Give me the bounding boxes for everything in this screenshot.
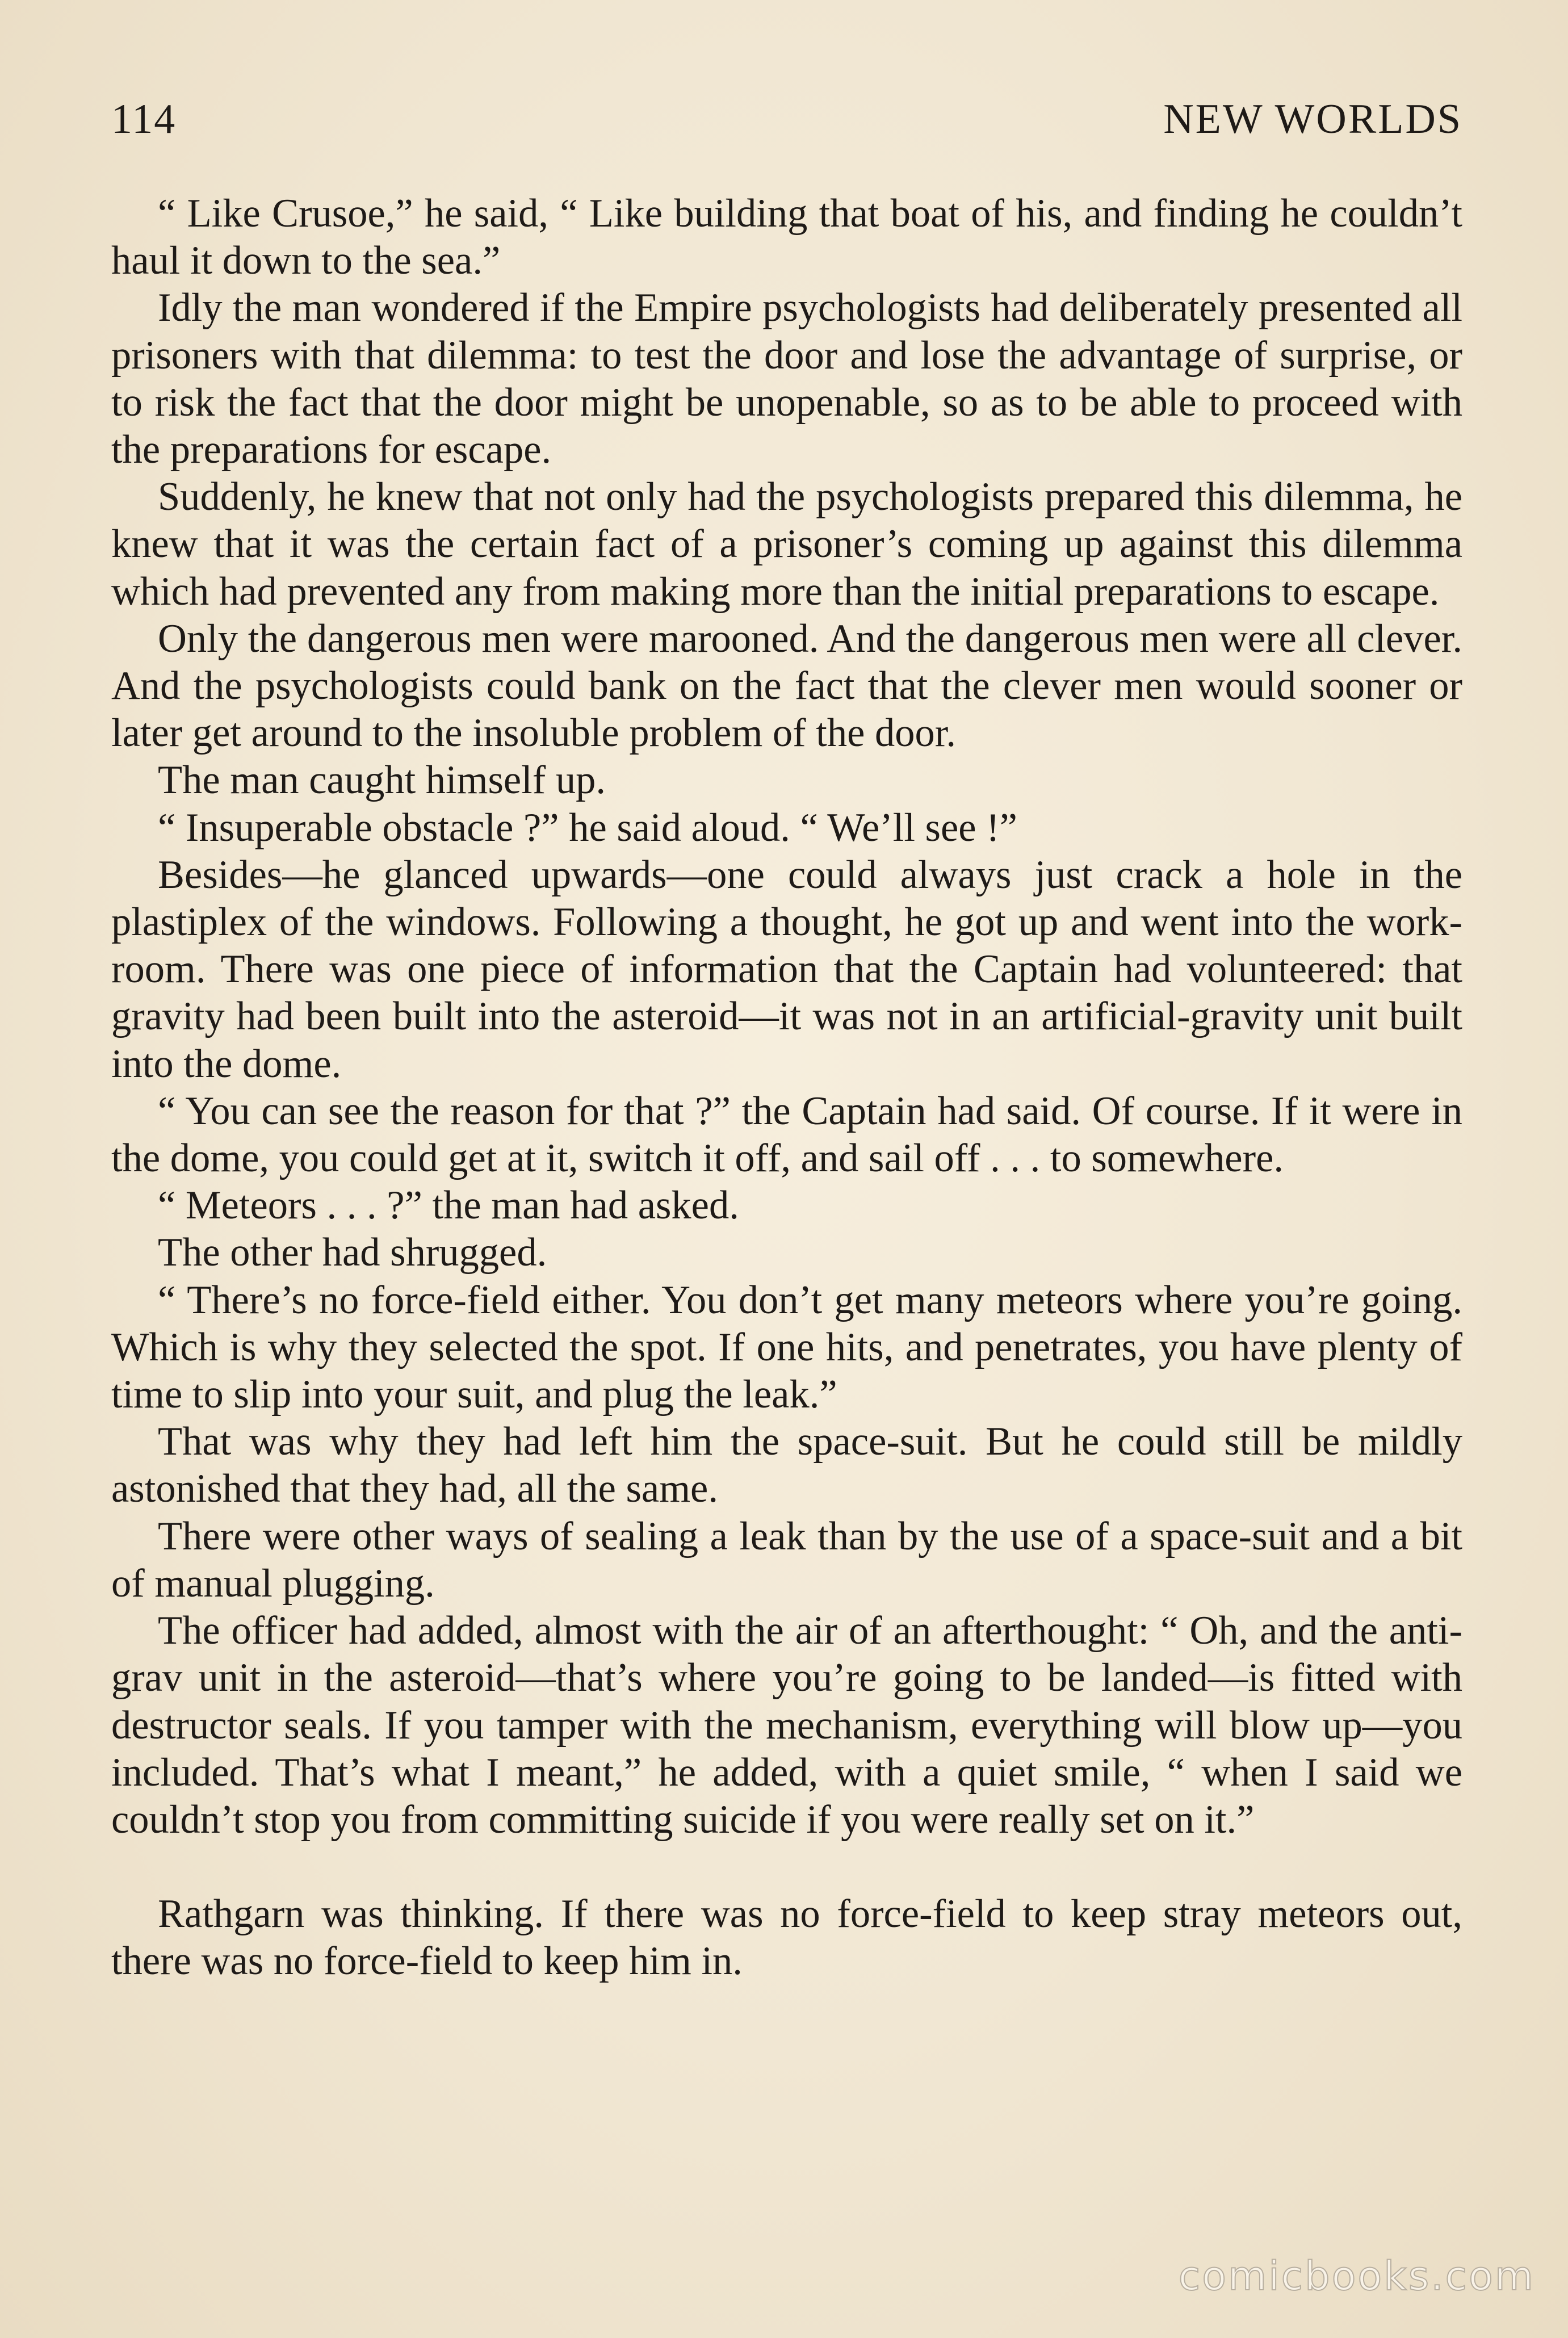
paragraph: “ Like Crusoe,” he said, “ Like building that boat of his, and finding he couldn’t haul it down to the sea.” xyxy=(111,191,1462,283)
paragraph: Besides—he glanced upwards—one could always just crack a hole in the plastiplex of the windows. Following a thought, he got up and went into the work-room. There was one piece of information that the Captain had volunteered: that gravity had been built into the asteroid—it was not in an artificial-gravity unit built into the dome. xyxy=(111,852,1462,1086)
paragraph: There were other ways of sealing a leak than by the use of a space-suit and a bit of manual plugging. xyxy=(111,1514,1462,1606)
paragraph: The man caught himself up. xyxy=(158,758,606,803)
paragraph: The other had shrugged. xyxy=(158,1230,547,1275)
paragraph: Suddenly, he knew that not only had the psychologists prepared this dilemma, he knew that it was the certain fact of a prisoner’s coming up against this dilemma which had prevented any from making more than the initial preparations to escape. xyxy=(111,475,1462,614)
paragraph: Only the dangerous men were marooned. And the dangerous men were all clever. And the psychologists could bank on the fact that the clever men would sooner or later get around to the insoluble problem of the door. xyxy=(111,616,1462,756)
running-head: NEW WORLDS xyxy=(1163,96,1462,143)
watermark: comicbooks.com xyxy=(1178,2253,1535,2299)
page-header xyxy=(111,95,1462,158)
paragraph: “ Insuperable obstacle ?” he said aloud. “ We’ll see !” xyxy=(158,805,1017,850)
paragraph: “ Meteors . . . ?” the man had asked. xyxy=(158,1183,739,1228)
paragraph: The officer had added, almost with the air of an afterthought: “ Oh, and the anti-grav unit in the asteroid—that’s where you’re going to be landed—is fitted with destructor seals. If you tamper with the mechanism, everything will blow up—you included. That’s what I meant,” he added, with a quiet smile, “ when I said we couldn’t stop you from committing suicide if you were really set on it.” xyxy=(111,1608,1462,1842)
page-number: 114 xyxy=(111,96,177,143)
paragraph: Idly the man wondered if the Empire psychologists had deliberately presented all prisoners with that dilemma: to test the door and lose the advantage of surprise, or to risk the fact that the door might be unopenable, so as to be able to proceed with the preparations for escape. xyxy=(111,286,1462,472)
paragraph: “ You can see the reason for that ?” the Captain had said. Of course. If it were in the dome, you could get at it, switch it off, and sail off . . . to somewhere. xyxy=(111,1088,1462,1181)
paragraph: Rathgarn was thinking. If there was no force-field to keep stray meteors out, there was no force-field to keep him in. xyxy=(111,1892,1462,1984)
body-text xyxy=(111,190,1462,1985)
paragraph: “ There’s no force-field either. You don’t get many meteors where you’re going. Which is why they selected the spot. If one hits, and penetrates, you have plenty of time to slip into your suit, and plug the leak.” xyxy=(111,1277,1462,1417)
paragraph: That was why they had left him the space-suit. But he could still be mildly astonished that they had, all the same. xyxy=(111,1419,1462,1511)
